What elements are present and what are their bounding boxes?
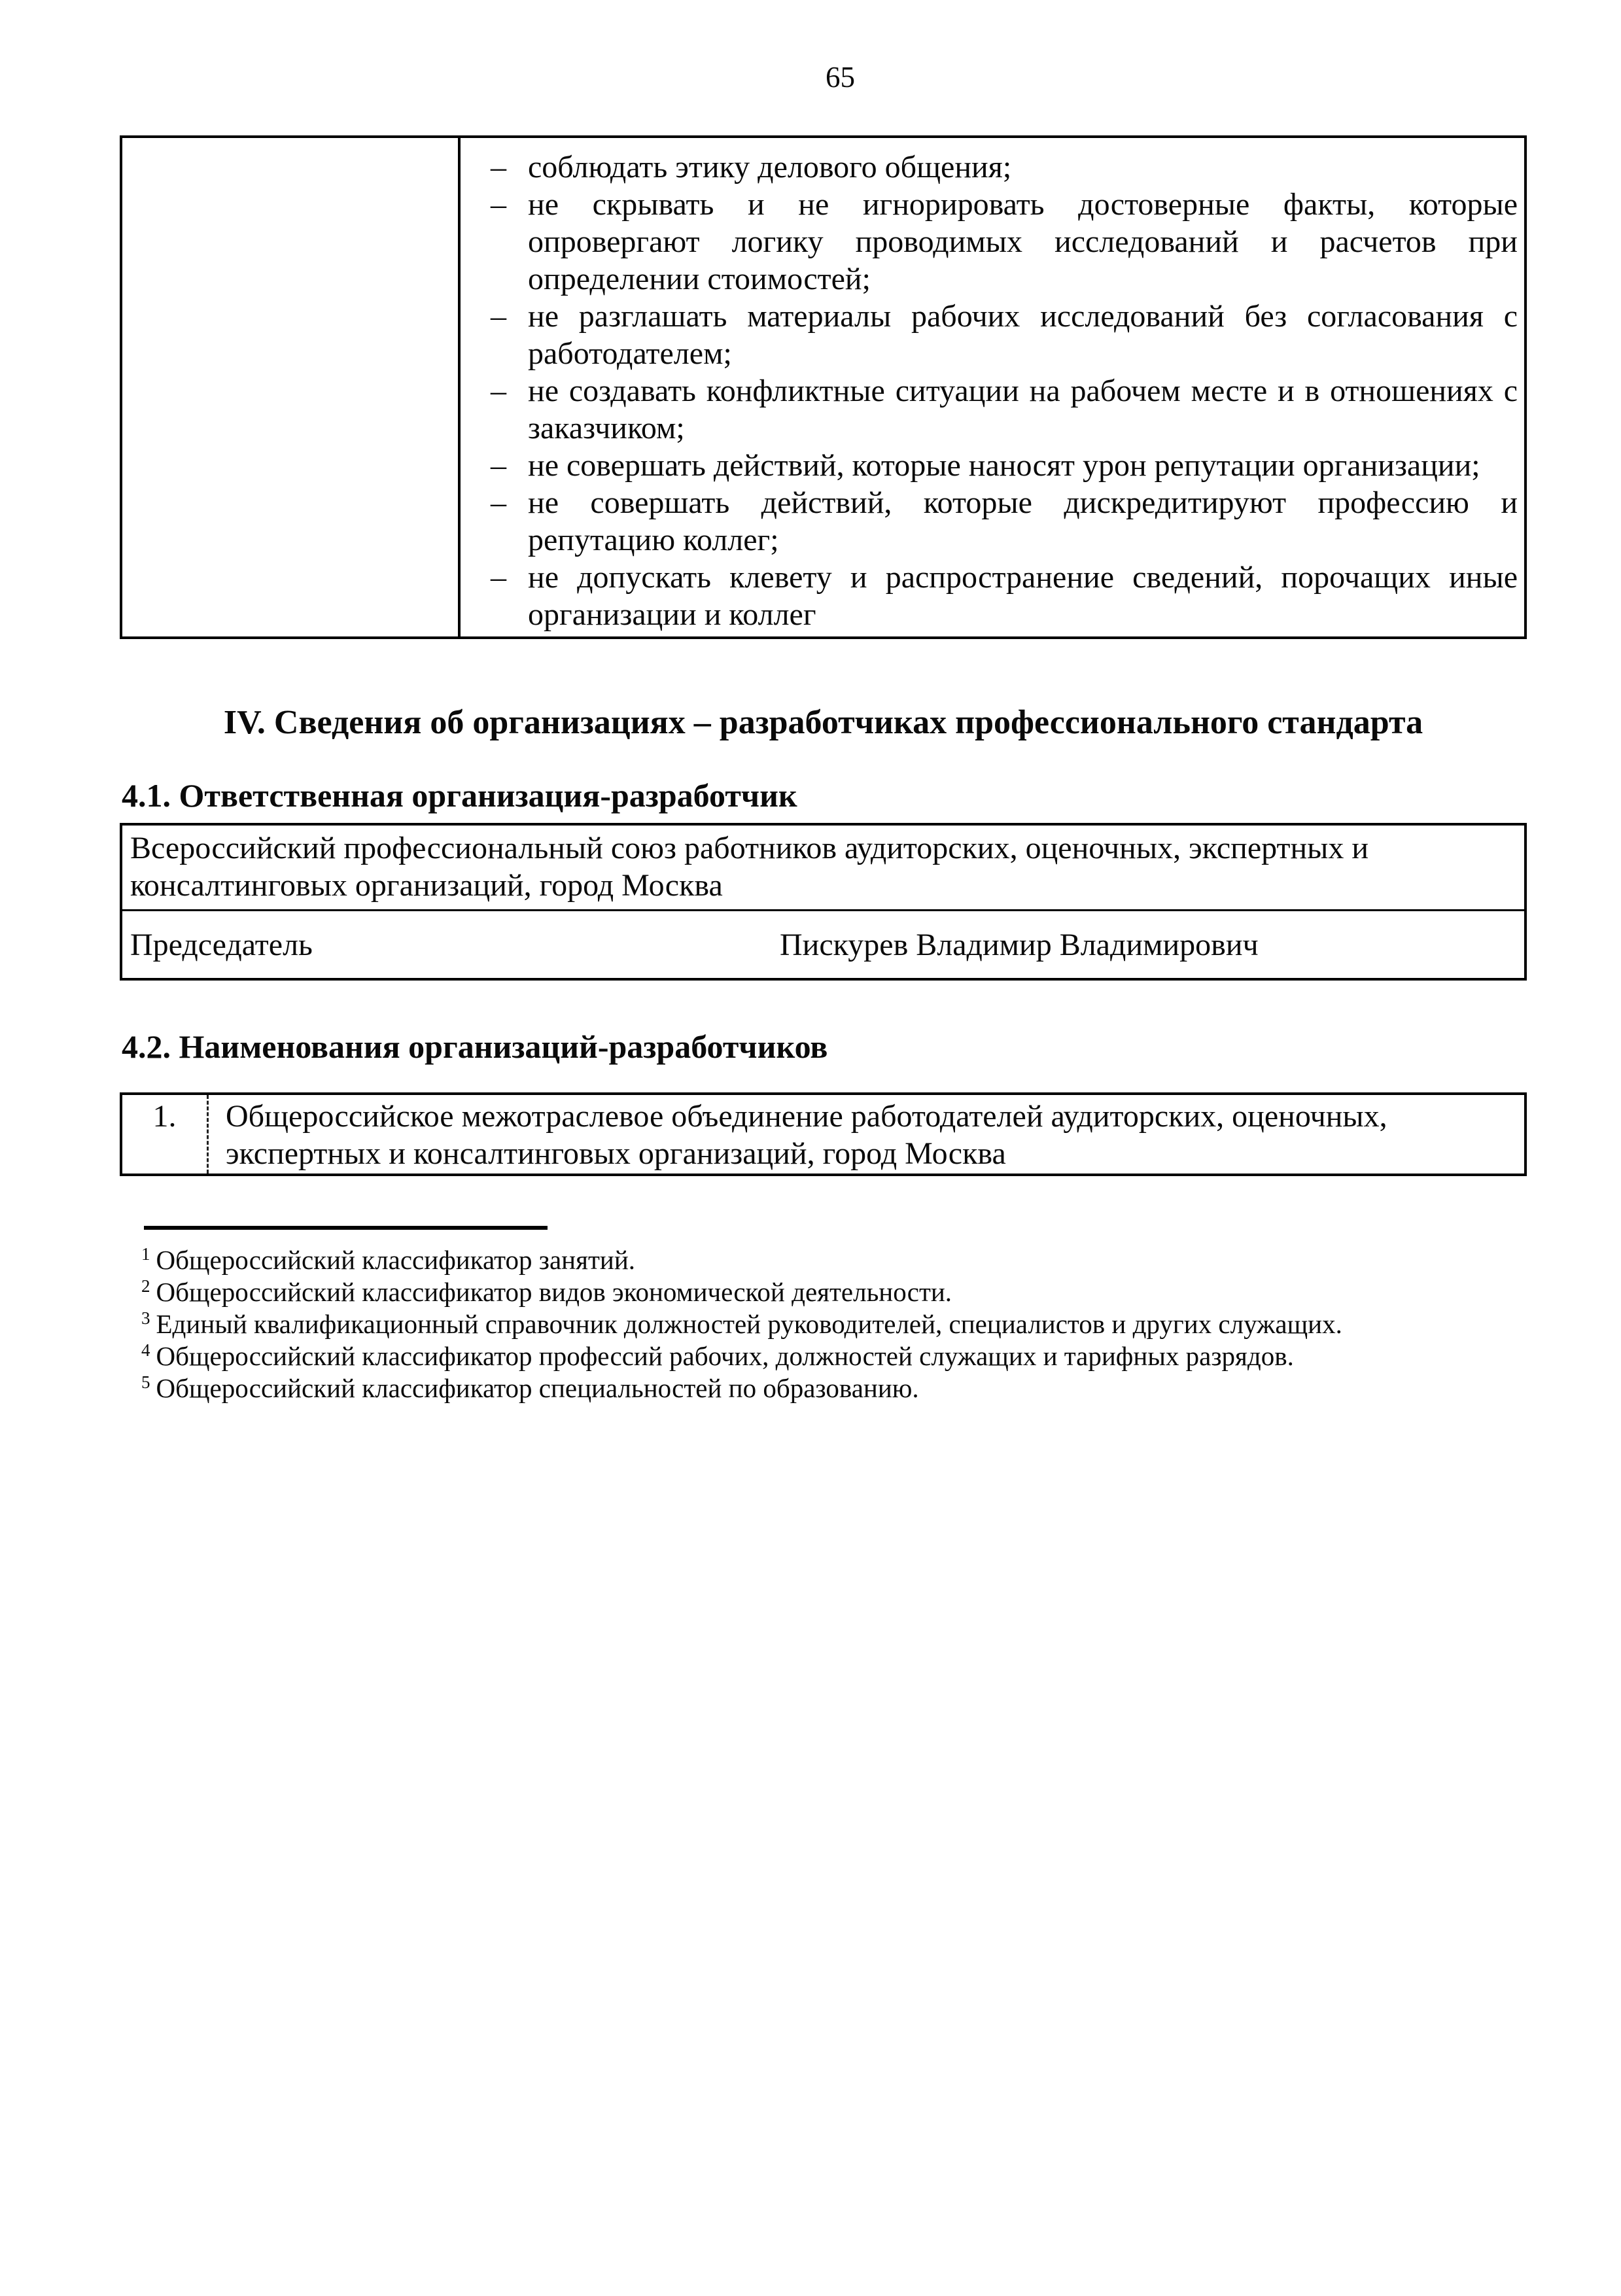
bullet-line: не создавать конфликтные ситуации на рабочем месте и в отношениях с: [528, 374, 1518, 408]
list-item: [491, 298, 1518, 372]
developer-name-cell: [209, 1095, 1524, 1174]
bullet-line: организации и коллег: [528, 597, 816, 632]
bullet-line: не разглашать материалы рабочих исследований без согласования с: [528, 299, 1518, 334]
bullet-dash: –: [491, 150, 506, 184]
bullet-dash: –: [491, 187, 506, 222]
footnote-text: Общероссийский классификатор профессий рабочих, должностей служащих и тарифных разрядов.: [156, 1341, 1294, 1371]
footnote-mark: 2: [141, 1276, 150, 1296]
bullet-dash: –: [491, 560, 506, 595]
developer-row-number: 1.: [122, 1095, 209, 1174]
org-name-line: консалтинговых организаций, город Москва: [130, 868, 723, 903]
bullet-line: не совершать действий, которые дискредитируют профессию и: [528, 485, 1518, 520]
list-item: [491, 559, 1518, 633]
list-item: [491, 186, 1518, 298]
bullet-dash: –: [491, 374, 506, 408]
footnote-mark: 5: [141, 1372, 150, 1392]
developers-table: [120, 1092, 1527, 1176]
bullet-dash: –: [491, 485, 506, 520]
footnotes: [141, 1244, 1554, 1404]
footnote-mark: 4: [141, 1340, 150, 1360]
bullet-dash: –: [491, 299, 506, 334]
footnote-separator: [144, 1226, 548, 1230]
list-item: [491, 372, 1518, 447]
section-4-2-heading: 4.2. Наименования организаций-разработчиков: [122, 1028, 828, 1065]
bullet-line: заказчиком;: [528, 411, 685, 445]
bullet-line: не скрывать и не игнорировать достоверные факты, которые: [528, 187, 1518, 222]
section-4-heading: IV. Сведения об организациях – разработчиках профессионального стандарта: [223, 704, 1423, 741]
developer-name-line: Общероссийское межотраслевое объединение работодателей аудиторских, оценочных,: [226, 1099, 1387, 1134]
footnote-text: Единый квалификационный справочник должностей руководителей, специалистов и других служащих.: [156, 1309, 1342, 1339]
footnote-mark: 1: [141, 1244, 150, 1264]
bullet-dash: –: [491, 448, 506, 483]
footnote: [141, 1372, 1554, 1404]
developer-name-line: экспертных и консалтинговых организаций, город Москва: [226, 1136, 1006, 1171]
bullet-line: работодателем;: [528, 336, 732, 371]
bullet-line: опровергают логику проводимых исследований и расчетов при: [528, 224, 1518, 259]
list-item: [491, 484, 1518, 559]
footnote-text: Общероссийский классификатор занятий.: [156, 1245, 636, 1275]
ethics-table-empty-cell: [122, 138, 461, 636]
ethics-list: [461, 138, 1524, 636]
footnote-text: Общероссийский классификатор видов экономической деятельности.: [156, 1277, 952, 1307]
footnote: [141, 1276, 1554, 1308]
footnote: [141, 1308, 1554, 1340]
footnote: [141, 1244, 1554, 1276]
list-item: [491, 447, 1518, 484]
footnote-mark: 3: [141, 1308, 150, 1328]
list-item: [491, 148, 1518, 186]
section-4-1-heading: 4.1. Ответственная организация-разработчик: [122, 777, 797, 814]
chairman-name: Пискурев Владимир Владимирович: [780, 927, 1259, 962]
org-name-line: Всероссийский профессиональный союз работников аудиторских, оценочных, экспертных и: [130, 831, 1369, 865]
bullet-line: репутацию коллег;: [528, 523, 779, 557]
page-number: 65: [826, 61, 855, 94]
footnote-text: Общероссийский классификатор специальностей по образованию.: [156, 1373, 919, 1403]
bullet-line: соблюдать этику делового общения;: [528, 150, 1012, 184]
responsible-org-table: [120, 823, 1527, 981]
ethics-table: [120, 135, 1527, 639]
footnote: [141, 1340, 1554, 1372]
bullet-line: не совершать действий, которые наносят урон репутации организации;: [528, 448, 1480, 483]
bullet-line: определении стоимостей;: [528, 262, 871, 296]
chairman-role: Председатель: [130, 927, 313, 962]
chairman-row: [122, 911, 1524, 978]
bullet-line: не допускать клевету и распространение сведений, порочащих иные: [528, 560, 1518, 595]
org-name-row: [122, 826, 1524, 911]
